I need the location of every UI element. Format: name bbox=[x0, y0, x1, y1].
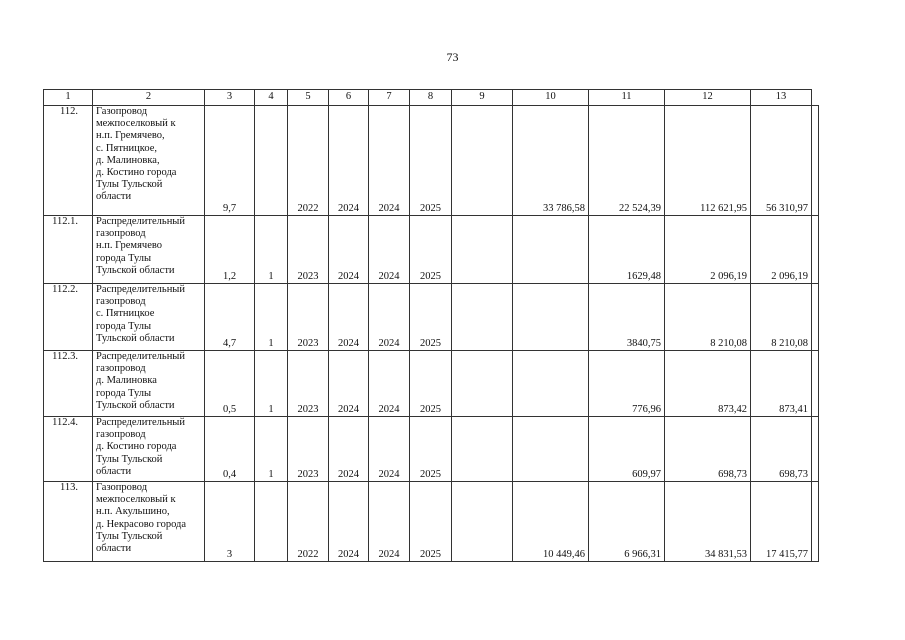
cell-col-9 bbox=[513, 284, 589, 351]
object-name-line: с. Пятницкое, bbox=[96, 142, 158, 154]
cell-col-11: 698,73 bbox=[665, 417, 751, 482]
cell-col-10: 22 524,39 bbox=[589, 106, 665, 216]
object-name-line: области bbox=[96, 465, 132, 477]
cell-col-9: 33 786,58 bbox=[513, 106, 589, 216]
table-row bbox=[44, 351, 819, 417]
cell-col-8 bbox=[452, 351, 513, 417]
cell-col-12: 698,73 bbox=[751, 417, 812, 482]
cell-col-13 bbox=[812, 284, 819, 351]
cell-col-3: 1 bbox=[255, 216, 288, 284]
object-name-line: н.п. Гремячево bbox=[96, 240, 162, 252]
object-name-line: Тулы Тульской bbox=[96, 453, 163, 465]
object-name-line: н.п. Акульшино, bbox=[96, 506, 170, 518]
cell-col-12: 2 096,19 bbox=[751, 216, 812, 284]
cell-col-13 bbox=[812, 351, 819, 417]
cell-col-10: 1629,48 bbox=[589, 216, 665, 284]
row-number: 112.2. bbox=[44, 284, 93, 351]
cell-col-5: 2024 bbox=[329, 417, 369, 482]
cell-col-4: 2022 bbox=[288, 482, 329, 562]
cell-col-4: 2022 bbox=[288, 106, 329, 216]
table-row bbox=[44, 106, 819, 216]
cell-col-5: 2024 bbox=[329, 216, 369, 284]
object-name-line: межпоселковый к bbox=[96, 494, 176, 506]
table-row bbox=[44, 216, 819, 284]
object-name-cell bbox=[93, 417, 205, 482]
cell-col-7: 2025 bbox=[410, 351, 452, 417]
object-name-line: города Тулы bbox=[96, 252, 152, 264]
cell-col-3 bbox=[255, 106, 288, 216]
cell-col-6: 2024 bbox=[369, 417, 410, 482]
cell-col-3 bbox=[255, 482, 288, 562]
cell-col-5: 2024 bbox=[329, 106, 369, 216]
investment-table bbox=[43, 89, 819, 562]
cell-col-7: 2025 bbox=[410, 216, 452, 284]
cell-col-7: 2025 bbox=[410, 482, 452, 562]
row-number: 112.3. bbox=[44, 351, 93, 417]
cell-col-13 bbox=[812, 417, 819, 482]
row-number: 112.1. bbox=[44, 216, 93, 284]
cell-col-10: 609,97 bbox=[589, 417, 665, 482]
object-name-line: города Тулы bbox=[96, 320, 152, 332]
column-header: 2 bbox=[93, 90, 205, 106]
cell-col-9: 10 449,46 bbox=[513, 482, 589, 562]
table-row bbox=[44, 482, 819, 562]
cell-col-5: 2024 bbox=[329, 482, 369, 562]
cell-col-8 bbox=[452, 216, 513, 284]
cell-col-11: 873,42 bbox=[665, 351, 751, 417]
cell-col-7: 2025 bbox=[410, 284, 452, 351]
cell-col-4: 2023 bbox=[288, 417, 329, 482]
object-name-line: Распределительный bbox=[96, 351, 185, 362]
column-header: 11 bbox=[589, 90, 665, 106]
cell-col-13 bbox=[812, 216, 819, 284]
cell-col-3: 1 bbox=[255, 284, 288, 351]
object-name-line: д. Костино города bbox=[96, 441, 177, 453]
object-name-line: области bbox=[96, 191, 132, 203]
object-name-line: межпоселковый к bbox=[96, 118, 176, 130]
object-name-line: газопровод bbox=[96, 363, 146, 375]
cell-col-7: 2025 bbox=[410, 106, 452, 216]
object-name-line: Распределительный bbox=[96, 284, 185, 295]
cell-col-8 bbox=[452, 284, 513, 351]
cell-col-11: 8 210,08 bbox=[665, 284, 751, 351]
cell-col-9 bbox=[513, 216, 589, 284]
cell-col-2: 9,7 bbox=[205, 106, 255, 216]
object-name-cell bbox=[93, 216, 205, 284]
row-number: 112. bbox=[44, 106, 93, 216]
cell-col-12: 873,41 bbox=[751, 351, 812, 417]
cell-col-12: 8 210,08 bbox=[751, 284, 812, 351]
cell-col-13 bbox=[812, 482, 819, 562]
cell-col-8 bbox=[452, 482, 513, 562]
column-header: 6 bbox=[329, 90, 369, 106]
cell-col-6: 2024 bbox=[369, 106, 410, 216]
object-name-cell bbox=[93, 106, 205, 216]
cell-col-4: 2023 bbox=[288, 216, 329, 284]
object-name-line: области bbox=[96, 543, 132, 555]
column-header: 9 bbox=[452, 90, 513, 106]
table-row bbox=[44, 417, 819, 482]
cell-col-12: 56 310,97 bbox=[751, 106, 812, 216]
column-header: 8 bbox=[410, 90, 452, 106]
cell-col-2: 1,2 bbox=[205, 216, 255, 284]
cell-col-2: 0,4 bbox=[205, 417, 255, 482]
column-header: 3 bbox=[205, 90, 255, 106]
object-name-line: Газопровод bbox=[96, 482, 148, 493]
cell-col-2: 0,5 bbox=[205, 351, 255, 417]
cell-col-13 bbox=[812, 106, 819, 216]
cell-col-6: 2024 bbox=[369, 284, 410, 351]
column-header: 4 bbox=[255, 90, 288, 106]
cell-col-3: 1 bbox=[255, 417, 288, 482]
object-name-line: н.п. Гремячево, bbox=[96, 130, 165, 142]
page-number: 73 bbox=[446, 50, 459, 64]
object-name-line: д. Некрасово города bbox=[96, 518, 187, 530]
cell-col-9 bbox=[513, 417, 589, 482]
header-row bbox=[44, 90, 819, 106]
column-header: 5 bbox=[288, 90, 329, 106]
object-name-line: д. Малиновка bbox=[96, 375, 157, 387]
cell-col-2: 3 bbox=[205, 482, 255, 562]
object-name-line: Тульской области bbox=[96, 399, 175, 411]
row-number: 112.4. bbox=[44, 417, 93, 482]
cell-col-5: 2024 bbox=[329, 284, 369, 351]
cell-col-11: 2 096,19 bbox=[665, 216, 751, 284]
object-name-cell bbox=[93, 482, 205, 562]
object-name-line: Распределительный bbox=[96, 417, 185, 428]
column-header: 7 bbox=[369, 90, 410, 106]
cell-col-10: 776,96 bbox=[589, 351, 665, 417]
row-number: 113. bbox=[44, 482, 93, 562]
object-name-line: Распределительный bbox=[96, 216, 185, 227]
object-name-line: д. Малиновка, bbox=[96, 154, 160, 166]
object-name-line: газопровод bbox=[96, 429, 146, 441]
object-name-line: Тульской области bbox=[96, 264, 175, 276]
cell-col-5: 2024 bbox=[329, 351, 369, 417]
object-name-cell bbox=[93, 351, 205, 417]
cell-col-3: 1 bbox=[255, 351, 288, 417]
object-name-line: Газопровод bbox=[96, 106, 148, 117]
column-header: 13 bbox=[751, 90, 812, 106]
cell-col-7: 2025 bbox=[410, 417, 452, 482]
cell-col-6: 2024 bbox=[369, 482, 410, 562]
cell-col-9 bbox=[513, 351, 589, 417]
column-header: 1 bbox=[44, 90, 93, 106]
cell-col-8 bbox=[452, 106, 513, 216]
object-name-line: Тульской области bbox=[96, 332, 175, 344]
object-name-line: газопровод bbox=[96, 296, 146, 308]
column-header: 12 bbox=[665, 90, 751, 106]
column-header: 10 bbox=[513, 90, 589, 106]
table-row bbox=[44, 284, 819, 351]
cell-col-10: 3840,75 bbox=[589, 284, 665, 351]
object-name-cell bbox=[93, 284, 205, 351]
object-name-line: газопровод bbox=[96, 228, 146, 240]
cell-col-4: 2023 bbox=[288, 351, 329, 417]
object-name-line: города Тулы bbox=[96, 387, 152, 399]
cell-col-11: 34 831,53 bbox=[665, 482, 751, 562]
cell-col-2: 4,7 bbox=[205, 284, 255, 351]
cell-col-4: 2023 bbox=[288, 284, 329, 351]
cell-col-12: 17 415,77 bbox=[751, 482, 812, 562]
cell-col-6: 2024 bbox=[369, 351, 410, 417]
cell-col-8 bbox=[452, 417, 513, 482]
cell-col-11: 112 621,95 bbox=[665, 106, 751, 216]
object-name-line: Тулы Тульской bbox=[96, 530, 163, 542]
object-name-line: Тулы Тульской bbox=[96, 179, 163, 191]
object-name-line: д. Костино города bbox=[96, 167, 177, 179]
object-name-line: с. Пятницкое bbox=[96, 308, 155, 320]
cell-col-6: 2024 bbox=[369, 216, 410, 284]
cell-col-10: 6 966,31 bbox=[589, 482, 665, 562]
